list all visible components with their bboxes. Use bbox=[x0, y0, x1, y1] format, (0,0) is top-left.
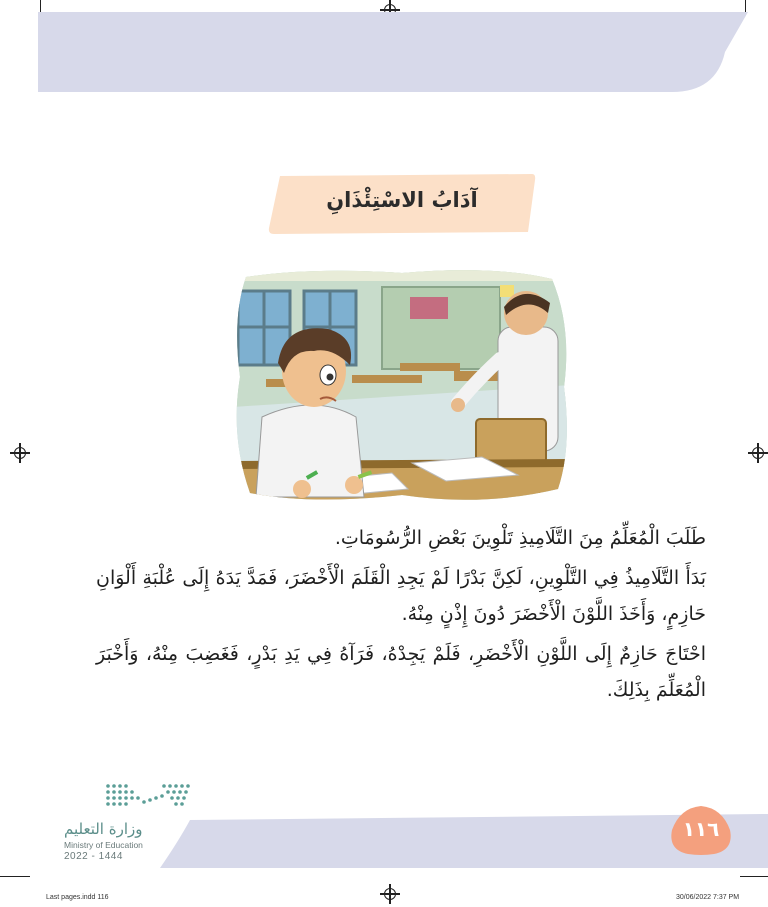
page-number-badge bbox=[668, 804, 734, 856]
classroom-illustration bbox=[232, 267, 570, 503]
crop-mark bbox=[0, 876, 30, 877]
registration-mark-icon bbox=[384, 888, 396, 900]
edition-year: 2022 - 1444 bbox=[64, 851, 123, 862]
registration-mark-icon bbox=[752, 447, 764, 459]
story-text bbox=[96, 520, 706, 712]
story-paragraph: احْتَاجَ حَازِمٌ إِلَى اللَّوْنِ الْأَخْضَرِ، فَلَمْ يَجِدْهُ، فَرَآهُ فِي يَدِ بَدْرٍ، فَغَضِبَ مِنْهُ، وَأَخْبَرَ الْمُعَلِّمَ بِذَلِكَ. bbox=[96, 643, 706, 701]
page-number: ١١٦ bbox=[682, 817, 720, 841]
lesson-title-banner bbox=[266, 172, 538, 236]
registration-mark-icon bbox=[14, 447, 26, 459]
lesson-title: آدَابُ الاسْتِئْذَانِ bbox=[326, 188, 478, 212]
story-paragraph: طَلَبَ الْمُعَلِّمُ مِنَ التَّلَامِيذِ تَلْوِينَ بَعْضِ الرُّسُومَاتِ. bbox=[334, 527, 706, 549]
crop-mark bbox=[740, 876, 768, 877]
print-slug-left: Last pages.indd 116 bbox=[46, 894, 109, 901]
story-paragraph: بَدَأَ التَّلَامِيذُ فِي التَّلْوِينِ، لَكِنَّ بَدْرًا لَمْ يَجِدِ الْقَلَمَ الْأَخْضَرَ، فَمَدَّ يَدَهُ إِلَى عُلْبَةِ أَلْوَانِ حَازِمٍ، وَأَخَذَ اللَّوْنَ الْأَخْضَرَ دُونَ إِذْنٍ مِنْهُ. bbox=[96, 567, 706, 625]
ministry-name-english: Ministry of Education bbox=[64, 840, 143, 850]
print-slug-right: 30/06/2022 7:37 PM bbox=[676, 894, 740, 901]
ministry-name-arabic: وزارة التعليم bbox=[64, 820, 143, 838]
ministry-logo-icon bbox=[104, 782, 192, 810]
header-band bbox=[0, 0, 768, 96]
